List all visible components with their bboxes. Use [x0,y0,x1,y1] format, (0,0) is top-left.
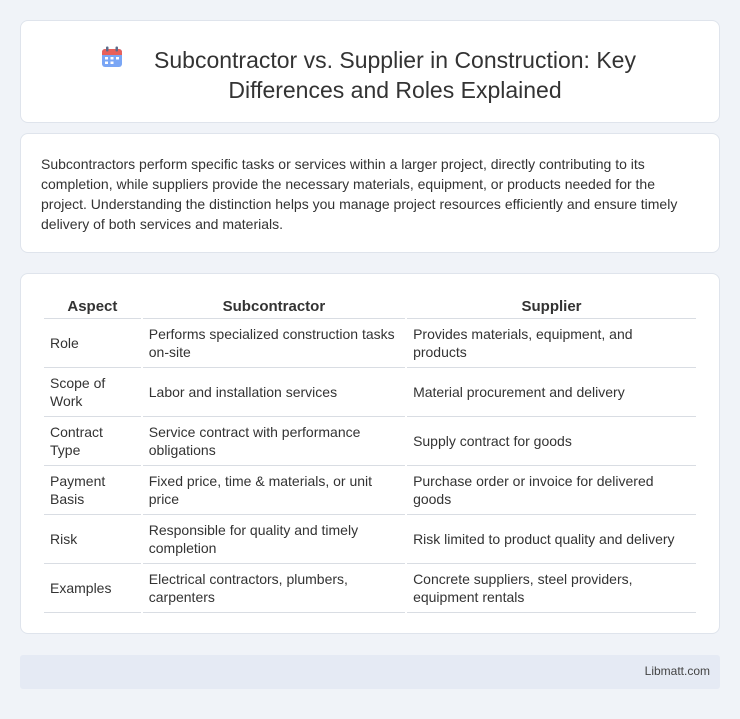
intro-card [20,133,720,253]
comparison-table [42,296,698,613]
table-row [44,319,696,368]
supplier-cell: Supply contract for goods [407,417,696,466]
table-row [44,515,696,564]
supplier-cell: Risk limited to product quality and delivery [407,515,696,564]
table-row [44,466,696,515]
subcontractor-cell: Fixed price, time & materials, or unit price [143,466,405,515]
table-row [44,417,696,466]
subcontractor-cell: Labor and installation services [143,368,405,417]
subcontractor-cell: Responsible for quality and timely completion [143,515,405,564]
aspect-cell: Scope of Work [44,368,141,417]
footer-bar [20,655,720,689]
column-header-aspect: Aspect [44,296,141,319]
supplier-cell: Concrete suppliers, steel providers, equipment rentals [407,564,696,613]
table-row [44,368,696,417]
table-row [44,564,696,613]
intro-paragraph: Subcontractors perform specific tasks or services within a larger project, directly contributing to its completion, while suppliers provide the necessary materials, equipment, or products needed for the project. Understanding the distinction helps you manage project resources efficiently and ensure timely delivery of both services and materials. [41,156,678,232]
aspect-cell: Role [44,319,141,368]
footer-brand-link[interactable]: Libmatt.com [644,664,710,678]
supplier-cell: Material procurement and delivery [407,368,696,417]
subcontractor-cell: Service contract with performance obligations [143,417,405,466]
aspect-cell: Contract Type [44,417,141,466]
comparison-card [20,273,720,634]
subcontractor-cell: Electrical contractors, plumbers, carpenters [143,564,405,613]
aspect-cell: Risk [44,515,141,564]
subcontractor-cell: Performs specialized construction tasks on-site [143,319,405,368]
column-header-supplier: Supplier [407,296,696,319]
page-title: Subcontractor vs. Supplier in Construction: Key Differences and Roles Explained [154,47,636,103]
column-header-subcontractor: Subcontractor [143,296,405,319]
supplier-cell: Provides materials, equipment, and products [407,319,696,368]
aspect-cell: Examples [44,564,141,613]
aspect-cell: Payment Basis [44,466,141,515]
table-header-row [44,296,696,319]
supplier-cell: Purchase order or invoice for delivered goods [407,466,696,515]
title-card [20,20,720,123]
